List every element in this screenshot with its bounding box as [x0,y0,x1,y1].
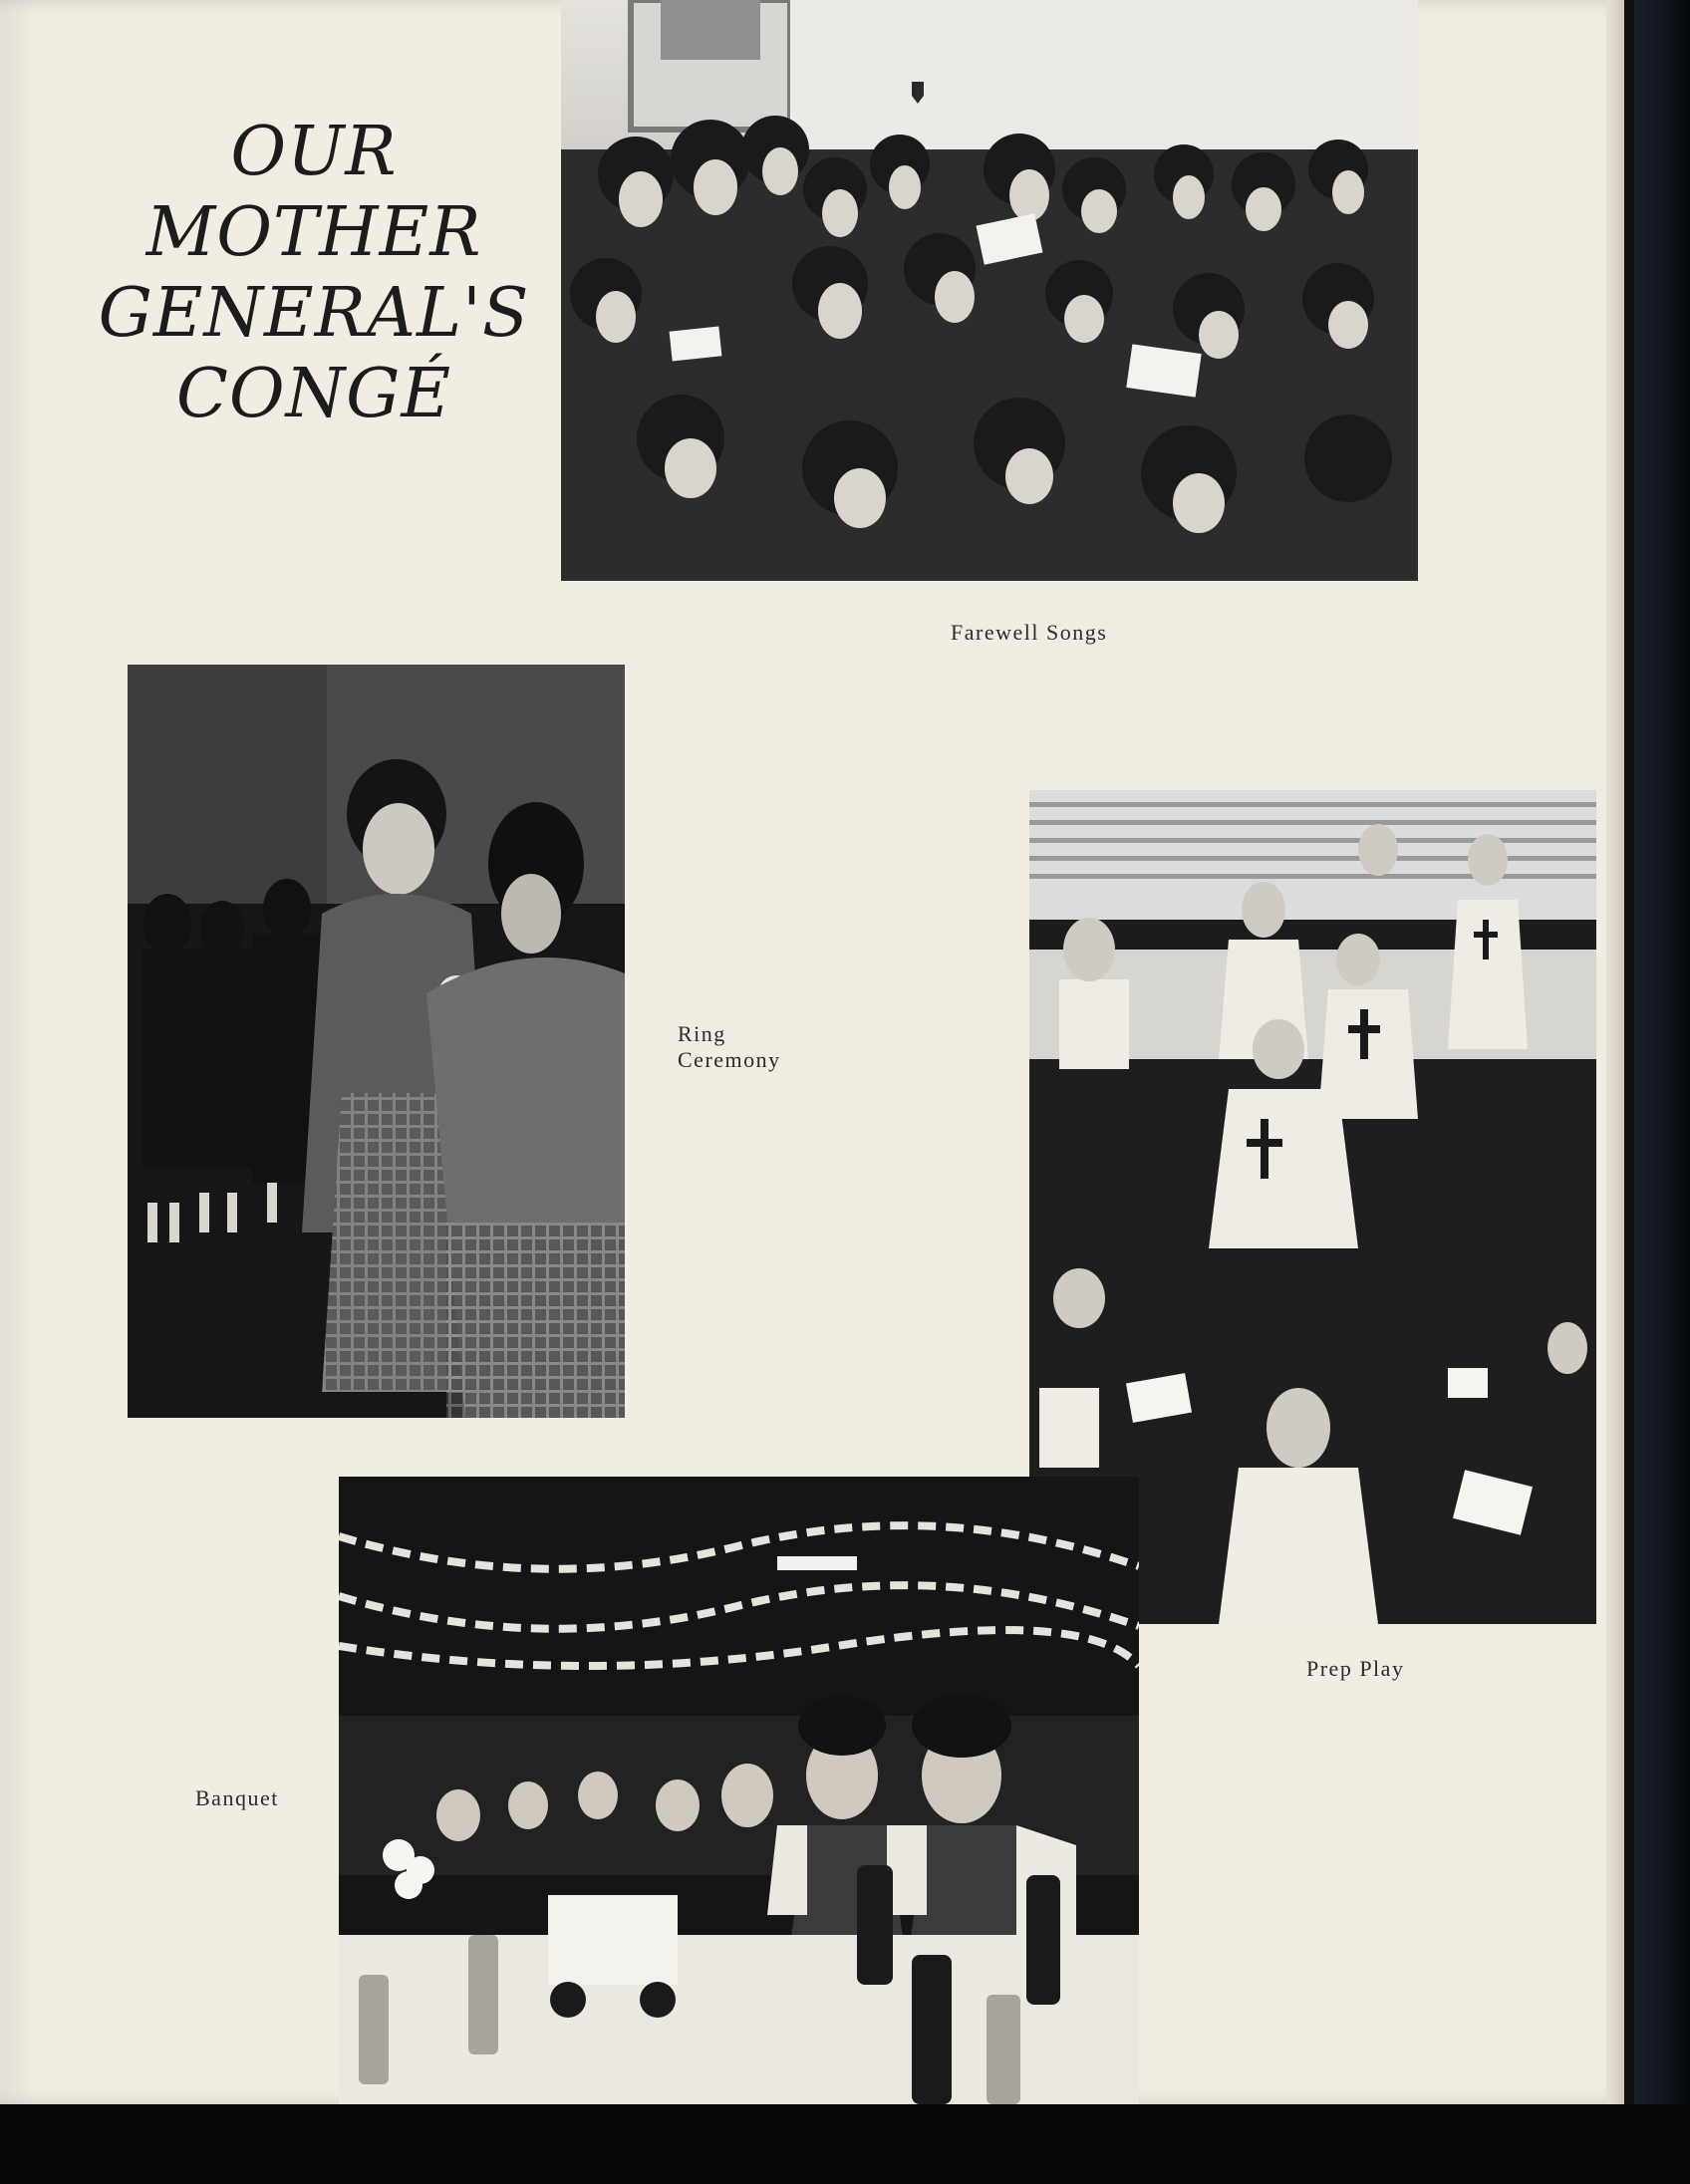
prep-play-caption: Prep Play [1306,1656,1405,1681]
title-line: MOTHER [145,193,482,272]
farewell-songs-photo [561,0,1418,581]
banquet-photo [339,1477,1139,2104]
book-spine [1634,0,1690,2184]
ring-ceremony-caption [678,1021,781,1073]
ring-ceremony-photo [128,665,625,1418]
scan-bottom-border [0,2104,1690,2184]
caption-line: Ring [678,1021,726,1046]
caption-line: Ceremony [678,1047,781,1072]
title-line: OUR [230,113,398,191]
title-line: GENERAL'S [98,274,530,353]
banquet-caption: Banquet [195,1785,279,1810]
page-edge [1606,0,1624,2104]
farewell-songs-caption: Farewell Songs [951,620,1108,645]
page-title [70,112,558,434]
title-line: CONGÉ [175,355,452,433]
